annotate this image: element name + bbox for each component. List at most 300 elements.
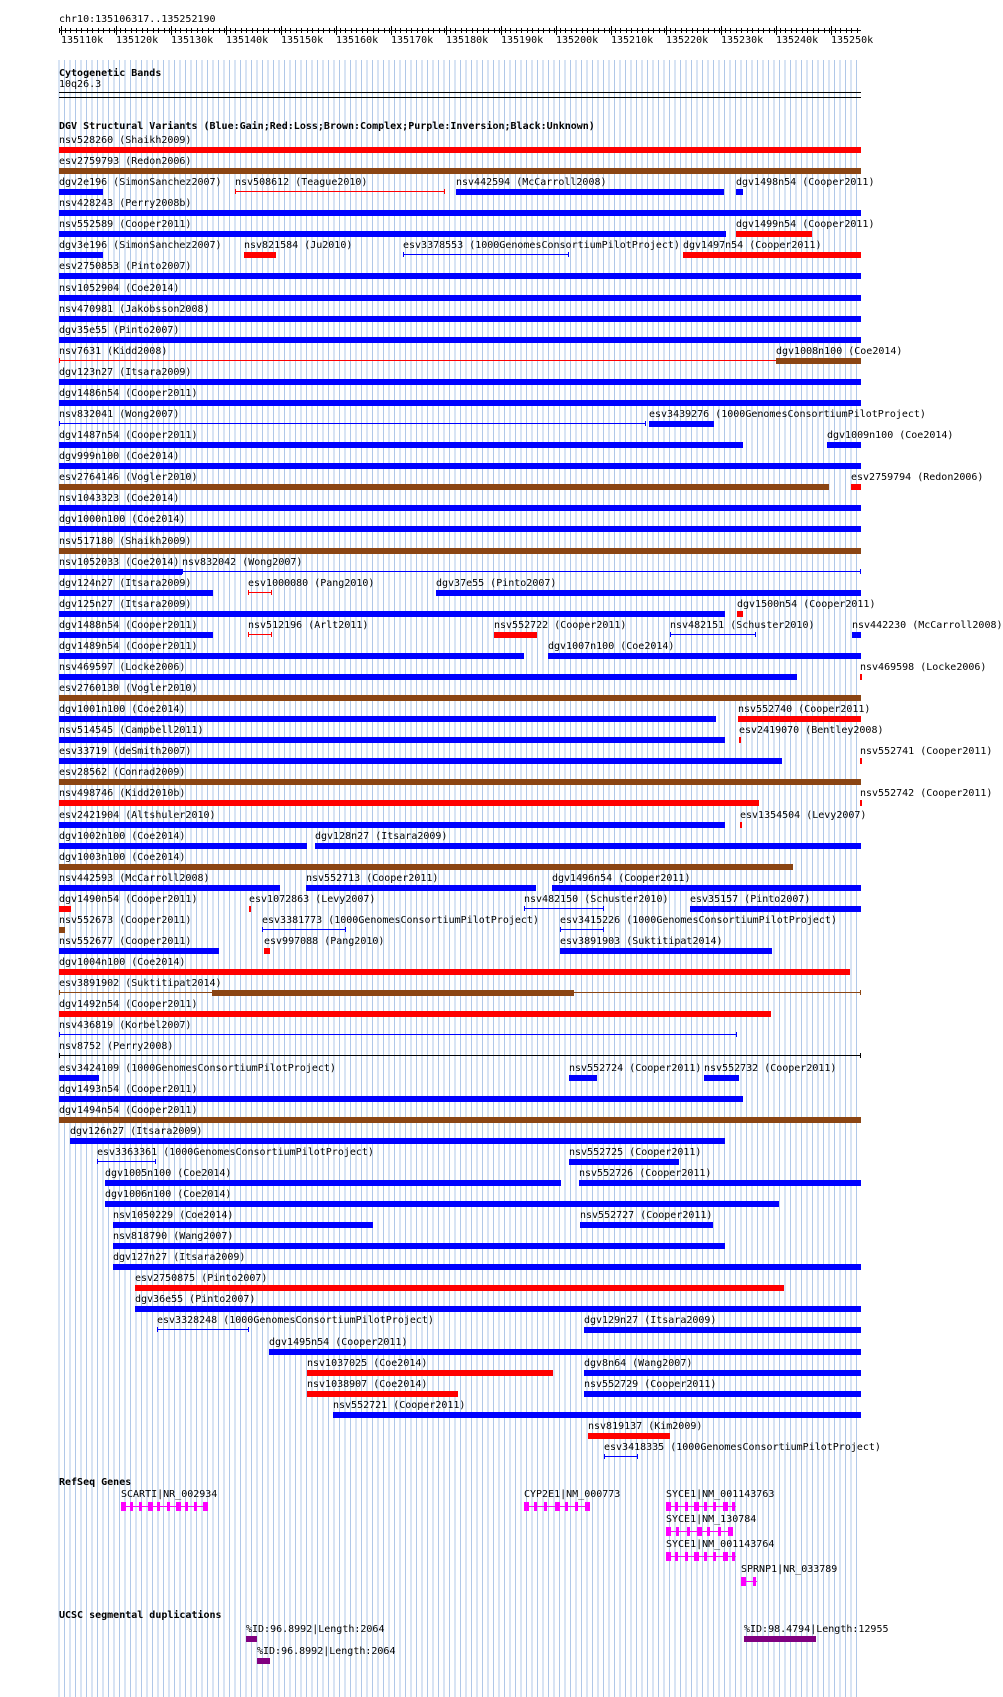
variant-line-nsv8752[interactable] [59, 1055, 861, 1056]
ruler-minor-tick [81, 28, 82, 33]
ruler-minor-tick [615, 28, 616, 33]
variant-bar-dgv1488n54[interactable] [59, 632, 213, 638]
gene-exon [203, 1502, 208, 1511]
variant-label-nsv1037025[interactable]: nsv1037025 (Coe2014) [307, 1357, 428, 1369]
ruler-minor-tick [109, 28, 110, 33]
ruler-minor-tick [538, 28, 539, 33]
ruler-major-tick [611, 26, 612, 35]
gene-exon [732, 1552, 735, 1561]
variant-line-esv3418335[interactable] [604, 1456, 638, 1457]
segdup-bar[interactable] [246, 1636, 257, 1642]
ruler-minor-tick [290, 28, 291, 33]
variant-bar-dgv125n27[interactable] [59, 611, 725, 617]
ruler-minor-tick [582, 28, 583, 33]
ruler-minor-tick [835, 28, 836, 33]
ruler-minor-tick [477, 28, 478, 33]
variant-bar-dgv1493n54[interactable] [59, 1096, 743, 1102]
variant-label-dgv36e55[interactable]: dgv36e55 (Pinto2007) [135, 1294, 256, 1306]
variant-start-tick [248, 590, 249, 595]
ruler-minor-tick [307, 28, 308, 33]
variant-label-dgv1500n54[interactable]: dgv1500n54 (Cooper2011) [737, 598, 876, 610]
variant-label-dgv1001n100[interactable]: dgv1001n100 (Coe2014) [59, 704, 186, 716]
variant-bar-nsv517180[interactable] [59, 548, 861, 554]
ruler-major-tick [556, 26, 557, 35]
variant-label-dgv1496n54[interactable]: dgv1496n54 (Cooper2011) [552, 872, 691, 884]
variant-label-dgv3e196[interactable]: dgv3e196 (SimonSanchez2007) [59, 240, 222, 252]
ruler-minor-tick [763, 28, 764, 33]
variant-label-nsv517180[interactable]: nsv517180 (Shaikh2009) [59, 535, 192, 547]
ruler-minor-tick [609, 28, 610, 33]
variant-label-esv3424109[interactable]: esv3424109 (1000GenomesConsortiumPilotProject) [59, 1062, 336, 1074]
variant-label-esv3363361[interactable]: esv3363361 (1000GenomesConsortiumPilotProject) [97, 1146, 374, 1158]
variant-label-nsv552727[interactable]: nsv552727 (Cooper2011) [580, 1210, 713, 1222]
variant-bar-nsv1052904[interactable] [59, 295, 861, 301]
variant-bar-nsv552589[interactable] [59, 231, 726, 237]
variant-label-dgv1004n100[interactable]: dgv1004n100 (Coe2014) [59, 957, 186, 969]
variant-label-nsv8752[interactable]: nsv8752 (Perry2008) [59, 1041, 174, 1053]
variant-bar-dgv8n64[interactable] [584, 1370, 861, 1376]
variant-label-nsv7631[interactable]: nsv7631 (Kidd2008) [59, 345, 168, 357]
variant-bar-nsv552677[interactable] [59, 948, 219, 954]
variant-label-dgv127n27[interactable]: dgv127n27 (Itsara2009) [113, 1252, 246, 1264]
variant-line-nsv832041[interactable] [59, 423, 646, 424]
gene-exon [148, 1502, 153, 1511]
ruler-minor-tick [851, 28, 852, 33]
ruler-minor-tick [785, 28, 786, 33]
variant-label-nsv552729[interactable]: nsv552729 (Cooper2011) [584, 1378, 717, 1390]
variant-label-dgv1498n54[interactable]: dgv1498n54 (Cooper2011) [736, 177, 875, 189]
variant-label-nsv552713[interactable]: nsv552713 (Cooper2011) [306, 872, 439, 884]
gene-exon [753, 1577, 756, 1586]
variant-bar-nsv1043323[interactable] [59, 505, 861, 511]
variant-bar-dgv1002n100[interactable] [59, 843, 307, 849]
variant-bar-nsv552713[interactable] [306, 885, 536, 891]
variant-label-nsv442593[interactable]: nsv442593 (McCarroll2008) [59, 872, 210, 884]
ruler-major-tick [391, 26, 392, 35]
variant-line-nsv436819[interactable] [59, 1034, 737, 1035]
variant-label-esv35157[interactable]: esv35157 (Pinto2007) [690, 893, 811, 905]
variant-bar-esv1354504[interactable] [740, 822, 742, 828]
variant-bar-dgv3e196[interactable] [59, 252, 103, 258]
variant-label-esv1072863[interactable]: esv1072863 (Levy2007) [249, 893, 376, 905]
variant-bar-dgv1500n54[interactable] [737, 611, 743, 617]
variant-bar-nsv552724[interactable] [569, 1075, 597, 1081]
ruler-minor-tick [686, 28, 687, 33]
variant-label-dgv1006n100[interactable]: dgv1006n100 (Coe2014) [105, 1189, 232, 1200]
variant-label-dgv1009n100[interactable]: dgv1009n100 (Coe2014) [827, 430, 954, 442]
variant-bar-dgv126n27[interactable] [70, 1138, 725, 1144]
variant-line-nsv482150[interactable] [524, 908, 604, 909]
variant-bar-nsv552721[interactable] [333, 1412, 861, 1418]
variant-bar-esv1072863[interactable] [249, 906, 251, 912]
variant-line-esv3363361[interactable] [97, 1161, 156, 1162]
variant-label-esv2421904[interactable]: esv2421904 (Altshuler2010) [59, 809, 216, 821]
variant-line-nsv7631[interactable] [59, 360, 861, 361]
segdup-label[interactable]: %ID:96.8992|Length:2064 [246, 1624, 385, 1635]
segdup-bar[interactable] [744, 1636, 816, 1642]
gene-label[interactable]: SYCE1|NM_001143764 [666, 1539, 775, 1550]
variant-bar-nsv819137[interactable] [588, 1433, 670, 1439]
variant-bar-nsv552732[interactable] [704, 1075, 739, 1081]
variant-bar-dgv1492n54[interactable] [59, 1011, 771, 1017]
variant-label-esv3891903[interactable]: esv3891903 (Suktitipat2014) [560, 936, 723, 948]
variant-label-esv3891902[interactable]: esv3891902 (Suktitipat2014) [59, 978, 222, 990]
variant-label-dgv37e55[interactable]: dgv37e55 (Pinto2007) [436, 577, 557, 589]
variant-label-dgv1489n54[interactable]: dgv1489n54 (Cooper2011) [59, 640, 198, 652]
variant-bar-dgv1489n54[interactable] [59, 653, 524, 659]
variant-bar-dgv1499n54[interactable] [736, 231, 812, 237]
variant-bar-nsv552742[interactable] [860, 800, 862, 806]
variant-label-nsv552741[interactable]: nsv552741 (Cooper2011) [860, 746, 993, 758]
ruler-minor-tick [356, 28, 357, 33]
gene-exon [666, 1552, 671, 1561]
ruler-minor-tick [565, 28, 566, 33]
ruler-minor-tick [516, 28, 517, 33]
variant-bar-dgv1487n54[interactable] [59, 442, 743, 448]
variant-bar-nsv1052033[interactable] [59, 569, 182, 575]
variant-bar-dgv1009n100[interactable] [827, 442, 861, 448]
variant-start-tick [182, 569, 183, 574]
variant-bar-nsv552726[interactable] [579, 1180, 861, 1186]
variant-label-dgv999n100[interactable]: dgv999n100 (Coe2014) [59, 451, 180, 463]
variant-label-nsv528260[interactable]: nsv528260 (Shaikh2009) [59, 135, 192, 146]
variant-bar-nsv818790[interactable] [113, 1243, 725, 1249]
variant-label-dgv1492n54[interactable]: dgv1492n54 (Cooper2011) [59, 999, 198, 1011]
variant-label-nsv1052904[interactable]: nsv1052904 (Coe2014) [59, 282, 180, 294]
variant-bar-esv2759793[interactable] [59, 168, 861, 174]
ruler-minor-tick [730, 28, 731, 33]
variant-bar-nsv1037025[interactable] [307, 1370, 553, 1376]
variant-label-nsv552673[interactable]: nsv552673 (Cooper2011) [59, 914, 192, 926]
ruler-minor-tick [714, 28, 715, 33]
gene-exon [666, 1502, 671, 1511]
variant-label-nsv1043323[interactable]: nsv1043323 (Coe2014) [59, 493, 180, 505]
variant-bar-nsv1050229[interactable] [113, 1222, 373, 1228]
variant-label-dgv8n64[interactable]: dgv8n64 (Wang2007) [584, 1357, 693, 1369]
variant-bar-esv35157[interactable] [690, 906, 861, 912]
variant-label-nsv1038907[interactable]: nsv1038907 (Coe2014) [307, 1378, 428, 1390]
variant-bar-nsv821584[interactable] [244, 252, 276, 258]
variant-label-nsv552589[interactable]: nsv552589 (Cooper2011) [59, 219, 192, 231]
segdup-label[interactable]: %ID:96.8992|Length:2064 [257, 1646, 396, 1657]
variant-label-esv1354504[interactable]: esv1354504 (Levy2007) [740, 809, 867, 821]
variant-label-nsv821584[interactable]: nsv821584 (Ju2010) [244, 240, 353, 252]
variant-label-dgv129n27[interactable]: dgv129n27 (Itsara2009) [584, 1315, 717, 1327]
variant-label-esv3378553[interactable]: esv3378553 (1000GenomesConsortiumPilotProject) [403, 240, 680, 252]
variant-bar-nsv528260[interactable] [59, 147, 861, 153]
variant-bar-dgv1007n100[interactable] [548, 653, 861, 659]
variant-bar-esv2760130[interactable] [59, 695, 861, 701]
variant-bar-nsv470981[interactable] [59, 316, 861, 322]
variant-label-dgv1499n54[interactable]: dgv1499n54 (Cooper2011) [736, 219, 875, 231]
variant-label-esv3381773[interactable]: esv3381773 (1000GenomesConsortiumPilotProject) [262, 914, 539, 926]
variant-bar-nsv552722[interactable] [494, 632, 537, 638]
variant-label-nsv552732[interactable]: nsv552732 (Cooper2011) [704, 1062, 837, 1074]
variant-label-dgv1003n100[interactable]: dgv1003n100 (Coe2014) [59, 851, 186, 863]
variant-bar-esv28562[interactable] [59, 779, 861, 785]
variant-bar-nsv1038907[interactable] [307, 1391, 458, 1397]
segdup-bar[interactable] [257, 1658, 270, 1664]
ruler-minor-tick [296, 28, 297, 33]
variant-bar-dgv1008n100[interactable] [776, 358, 861, 364]
ruler-major-tick [446, 26, 447, 35]
variant-label-dgv1487n54[interactable]: dgv1487n54 (Cooper2011) [59, 430, 198, 442]
variant-label-dgv1493n54[interactable]: dgv1493n54 (Cooper2011) [59, 1083, 198, 1095]
variant-label-nsv552740[interactable]: nsv552740 (Cooper2011) [738, 704, 871, 716]
variant-label-esv3439276[interactable]: esv3439276 (1000GenomesConsortiumPilotProject) [649, 409, 926, 421]
gene-exon [723, 1552, 728, 1561]
variant-line-esv3381773[interactable] [262, 929, 346, 930]
variant-label-nsv442594[interactable]: nsv442594 (McCarroll2008) [456, 177, 607, 189]
variant-bar-nsv552727[interactable] [580, 1222, 713, 1228]
variant-bar-dgv1497n54[interactable] [683, 252, 861, 258]
variant-bar-dgv36e55[interactable] [135, 1306, 861, 1312]
variant-label-nsv552722[interactable]: nsv552722 (Cooper2011) [494, 619, 627, 631]
variant-bar-dgv128n27[interactable] [315, 843, 861, 849]
variant-label-nsv469598[interactable]: nsv469598 (Locke2006) [860, 662, 987, 673]
variant-label-dgv1497n54[interactable]: dgv1497n54 (Cooper2011) [683, 240, 822, 252]
variant-label-nsv482151[interactable]: nsv482151 (Schuster2010) [670, 619, 815, 631]
variant-bar-esv33719[interactable] [59, 758, 782, 764]
variant-bar-dgv1494n54[interactable] [59, 1117, 861, 1123]
variant-label-dgv126n27[interactable]: dgv126n27 (Itsara2009) [70, 1125, 203, 1137]
variant-bar-nsv442230[interactable] [852, 632, 861, 638]
variant-label-esv2764146[interactable]: esv2764146 (Vogler2010) [59, 472, 198, 484]
ruler-minor-tick [125, 28, 126, 33]
variant-bar-nsv552741[interactable] [860, 758, 862, 764]
variant-bar-dgv1495n54[interactable] [269, 1349, 861, 1355]
variant-label-nsv1050229[interactable]: nsv1050229 (Coe2014) [113, 1210, 234, 1222]
variant-segment-esv3891902[interactable] [212, 990, 574, 996]
variant-label-esv2419070[interactable]: esv2419070 (Bentley2008) [739, 725, 884, 737]
variant-bar-dgv129n27[interactable] [584, 1327, 861, 1333]
variant-line-nsv508612[interactable] [235, 191, 445, 192]
ruler-minor-tick [186, 28, 187, 33]
gene-exon [697, 1527, 702, 1536]
variant-bar-dgv1498n54[interactable] [736, 189, 743, 195]
variant-label-nsv498746[interactable]: nsv498746 (Kidd2010b) [59, 788, 186, 800]
ruler-minor-tick [76, 28, 77, 33]
ruler-minor-tick [637, 28, 638, 33]
segdup-label[interactable]: %ID:98.4794|Length:12955 [744, 1624, 889, 1635]
gene-exon [704, 1552, 707, 1561]
variant-line-nsv482151[interactable] [670, 634, 756, 635]
ruler-minor-tick [65, 28, 66, 33]
ruler-minor-tick [175, 28, 176, 33]
variant-label-esv1000080[interactable]: esv1000080 (Pang2010) [248, 577, 375, 589]
variant-bar-dgv1486n54[interactable] [59, 400, 861, 406]
gene-exon [718, 1527, 721, 1536]
variant-bar-nsv552729[interactable] [584, 1391, 861, 1397]
variant-bar-dgv999n100[interactable] [59, 463, 861, 469]
variant-line-esv3328248[interactable] [157, 1329, 249, 1330]
variant-bar-dgv1004n100[interactable] [59, 969, 850, 975]
variant-label-nsv552742[interactable]: nsv552742 (Cooper2011) [860, 788, 993, 800]
ruler-tick-label: 135190k [501, 35, 544, 46]
ruler-minor-tick [323, 28, 324, 33]
variant-end-tick [860, 990, 861, 995]
variant-label-esv28562[interactable]: esv28562 (Conrad2009) [59, 767, 186, 779]
variant-label-nsv832042[interactable]: nsv832042 (Wong2007) [182, 556, 303, 568]
ruler-minor-tick [466, 28, 467, 33]
variant-bar-dgv37e55[interactable] [436, 590, 861, 596]
variant-bar-nsv552740[interactable] [738, 716, 861, 722]
variant-bar-dgv1005n100[interactable] [105, 1180, 561, 1186]
gene-label[interactable]: SYCE1|NM_130784 [666, 1514, 757, 1525]
variant-label-nsv514545[interactable]: nsv514545 (Campbell2011) [59, 725, 204, 737]
variant-label-dgv1486n54[interactable]: dgv1486n54 (Cooper2011) [59, 387, 198, 399]
variant-label-nsv469597[interactable]: nsv469597 (Locke2006) [59, 662, 186, 673]
variant-bar-nsv442594[interactable] [456, 189, 724, 195]
variant-bar-esv2750875[interactable] [135, 1285, 784, 1291]
variant-label-nsv508612[interactable]: nsv508612 (Teague2010) [235, 177, 368, 189]
variant-bar-nsv514545[interactable] [59, 737, 725, 743]
ruler-minor-tick [813, 28, 814, 33]
variant-bar-dgv35e55[interactable] [59, 337, 861, 343]
variant-bar-dgv2e196[interactable] [59, 189, 103, 195]
variant-bar-dgv123n27[interactable] [59, 379, 861, 385]
variant-line-esv3378553[interactable] [403, 254, 569, 255]
ruler-minor-tick [725, 28, 726, 33]
gene-exon [732, 1502, 735, 1511]
variant-label-esv33719[interactable]: esv33719 (deSmith2007) [59, 746, 192, 758]
variant-label-dgv1488n54[interactable]: dgv1488n54 (Cooper2011) [59, 619, 198, 631]
variant-label-nsv428243[interactable]: nsv428243 (Perry2008b) [59, 198, 192, 210]
gene-exon [713, 1502, 716, 1511]
variant-label-nsv552725[interactable]: nsv552725 (Cooper2011) [569, 1146, 702, 1158]
ruler-minor-tick [246, 28, 247, 33]
ruler-minor-tick [373, 28, 374, 33]
variant-line-nsv512196[interactable] [248, 634, 272, 635]
variant-label-nsv442230[interactable]: nsv442230 (McCarroll2008) [852, 619, 1003, 631]
variant-bar-dgv1496n54[interactable] [552, 885, 861, 891]
variant-bar-nsv498746[interactable] [59, 800, 759, 806]
ruler-tick-label: 135250k [831, 35, 874, 46]
gene-label[interactable]: SYCE1|NM_001143763 [666, 1489, 775, 1500]
variant-bar-esv997088[interactable] [264, 948, 270, 954]
variant-label-dgv1002n100[interactable]: dgv1002n100 (Coe2014) [59, 830, 186, 842]
variant-line-esv1000080[interactable] [248, 592, 272, 593]
ruler-minor-tick [494, 28, 495, 33]
variant-label-dgv125n27[interactable]: dgv125n27 (Itsara2009) [59, 598, 192, 610]
variant-label-dgv1494n54[interactable]: dgv1494n54 (Cooper2011) [59, 1104, 198, 1116]
variant-end-tick [637, 1454, 638, 1459]
ruler-minor-tick [362, 28, 363, 33]
variant-label-nsv552677[interactable]: nsv552677 (Cooper2011) [59, 936, 192, 948]
variant-bar-esv2764146[interactable] [59, 484, 829, 490]
variant-label-dgv128n27[interactable]: dgv128n27 (Itsara2009) [315, 830, 448, 842]
variant-label-nsv482150[interactable]: nsv482150 (Schuster2010) [524, 893, 669, 905]
variant-label-nsv552726[interactable]: nsv552726 (Cooper2011) [579, 1167, 712, 1179]
variant-label-dgv124n27[interactable]: dgv124n27 (Itsara2009) [59, 577, 192, 589]
variant-label-esv2759794[interactable]: esv2759794 (Redon2006) [851, 472, 984, 484]
variant-bar-esv2419070[interactable] [739, 737, 741, 743]
variant-bar-nsv552673[interactable] [59, 927, 65, 933]
gene-label[interactable]: SCARTI|NR_002934 [121, 1489, 218, 1500]
variant-bar-esv2421904[interactable] [59, 822, 725, 828]
variant-label-esv3328248[interactable]: esv3328248 (1000GenomesConsortiumPilotProject) [157, 1315, 434, 1327]
variant-label-dgv2e196[interactable]: dgv2e196 (SimonSanchez2007) [59, 177, 222, 189]
gene-label[interactable]: CYP2E1|NM_000773 [524, 1489, 621, 1500]
ruler-minor-tick [576, 28, 577, 33]
variant-start-tick [262, 927, 263, 932]
variant-label-nsv818790[interactable]: nsv818790 (Wang2007) [113, 1231, 234, 1243]
ruler-minor-tick [532, 28, 533, 33]
ruler-minor-tick [428, 28, 429, 33]
variant-label-dgv1008n100[interactable]: dgv1008n100 (Coe2014) [776, 345, 903, 357]
variant-bar-dgv1000n100[interactable] [59, 526, 861, 532]
ruler-minor-tick [147, 28, 148, 33]
variant-label-esv2750853[interactable]: esv2750853 (Pinto2007) [59, 261, 192, 273]
variant-label-nsv436819[interactable]: nsv436819 (Korbel2007) [59, 1020, 192, 1032]
ruler-minor-tick [840, 28, 841, 33]
variant-label-nsv1052033[interactable]: nsv1052033 (Coe2014) [59, 556, 180, 568]
ruler-minor-tick [857, 28, 858, 33]
variant-label-esv2759793[interactable]: esv2759793 (Redon2006) [59, 156, 192, 168]
ruler-minor-tick [334, 28, 335, 33]
variant-line-esv3415226[interactable] [560, 929, 604, 930]
variant-label-nsv470981[interactable]: nsv470981 (Jakobsson2008) [59, 303, 210, 315]
variant-label-dgv1005n100[interactable]: dgv1005n100 (Coe2014) [105, 1167, 232, 1179]
ruler-minor-tick [191, 28, 192, 33]
variant-label-nsv832041[interactable]: nsv832041 (Wong2007) [59, 409, 180, 421]
variant-label-dgv1490n54[interactable]: dgv1490n54 (Cooper2011) [59, 893, 198, 905]
variant-bar-dgv127n27[interactable] [113, 1264, 861, 1270]
variant-label-dgv1000n100[interactable]: dgv1000n100 (Coe2014) [59, 514, 186, 526]
variant-label-dgv123n27[interactable]: dgv123n27 (Itsara2009) [59, 366, 192, 378]
variant-label-dgv1007n100[interactable]: dgv1007n100 (Coe2014) [548, 640, 675, 652]
gene-exon [685, 1552, 688, 1561]
variant-label-nsv552721[interactable]: nsv552721 (Cooper2011) [333, 1399, 466, 1411]
variant-bar-esv3424109[interactable] [59, 1075, 99, 1081]
variant-bar-dgv124n27[interactable] [59, 590, 213, 596]
variant-label-nsv512196[interactable]: nsv512196 (Arlt2011) [248, 619, 369, 631]
gene-label[interactable]: SPRNP1|NR_033789 [741, 1564, 838, 1575]
variant-label-esv2750875[interactable]: esv2750875 (Pinto2007) [135, 1273, 268, 1285]
ruler-minor-tick [681, 28, 682, 33]
variant-bar-esv2750853[interactable] [59, 273, 861, 279]
variant-bar-nsv552725[interactable] [569, 1159, 679, 1165]
variant-label-esv3415226[interactable]: esv3415226 (1000GenomesConsortiumPilotProject) [560, 914, 837, 926]
variant-bar-nsv442593[interactable] [59, 885, 280, 891]
variant-bar-dgv1490n54[interactable] [59, 906, 71, 912]
ruler-minor-tick [329, 28, 330, 33]
ruler-minor-tick [378, 28, 379, 33]
variant-bar-dgv1003n100[interactable] [59, 864, 793, 870]
ruler-minor-tick [708, 28, 709, 33]
variant-bar-esv3891903[interactable] [560, 948, 772, 954]
variant-label-dgv35e55[interactable]: dgv35e55 (Pinto2007) [59, 324, 180, 336]
variant-label-esv997088[interactable]: esv997088 (Pang2010) [264, 936, 385, 948]
variant-label-esv2760130[interactable]: esv2760130 (Vogler2010) [59, 683, 198, 695]
variant-label-nsv552724[interactable]: nsv552724 (Cooper2011) [569, 1062, 702, 1074]
variant-bar-nsv469597[interactable] [59, 674, 797, 680]
variant-bar-dgv1006n100[interactable] [105, 1201, 779, 1207]
ruler-minor-tick [351, 28, 352, 33]
variant-bar-nsv469598[interactable] [860, 674, 862, 680]
variant-bar-esv2759794[interactable] [851, 484, 861, 490]
variant-bar-dgv1001n100[interactable] [59, 716, 716, 722]
ruler-minor-tick [219, 28, 220, 33]
variant-label-dgv1495n54[interactable]: dgv1495n54 (Cooper2011) [269, 1336, 408, 1348]
variant-bar-nsv428243[interactable] [59, 210, 861, 216]
variant-start-tick [670, 632, 671, 637]
variant-label-nsv819137[interactable]: nsv819137 (Kim2009) [588, 1420, 703, 1432]
cytoband-label: 10q26.3 [59, 79, 102, 90]
variant-bar-esv3439276[interactable] [649, 421, 714, 427]
variant-label-esv3418335[interactable]: esv3418335 (1000GenomesConsortiumPilotProject) [604, 1441, 881, 1453]
variant-line-nsv832042[interactable] [182, 571, 861, 572]
